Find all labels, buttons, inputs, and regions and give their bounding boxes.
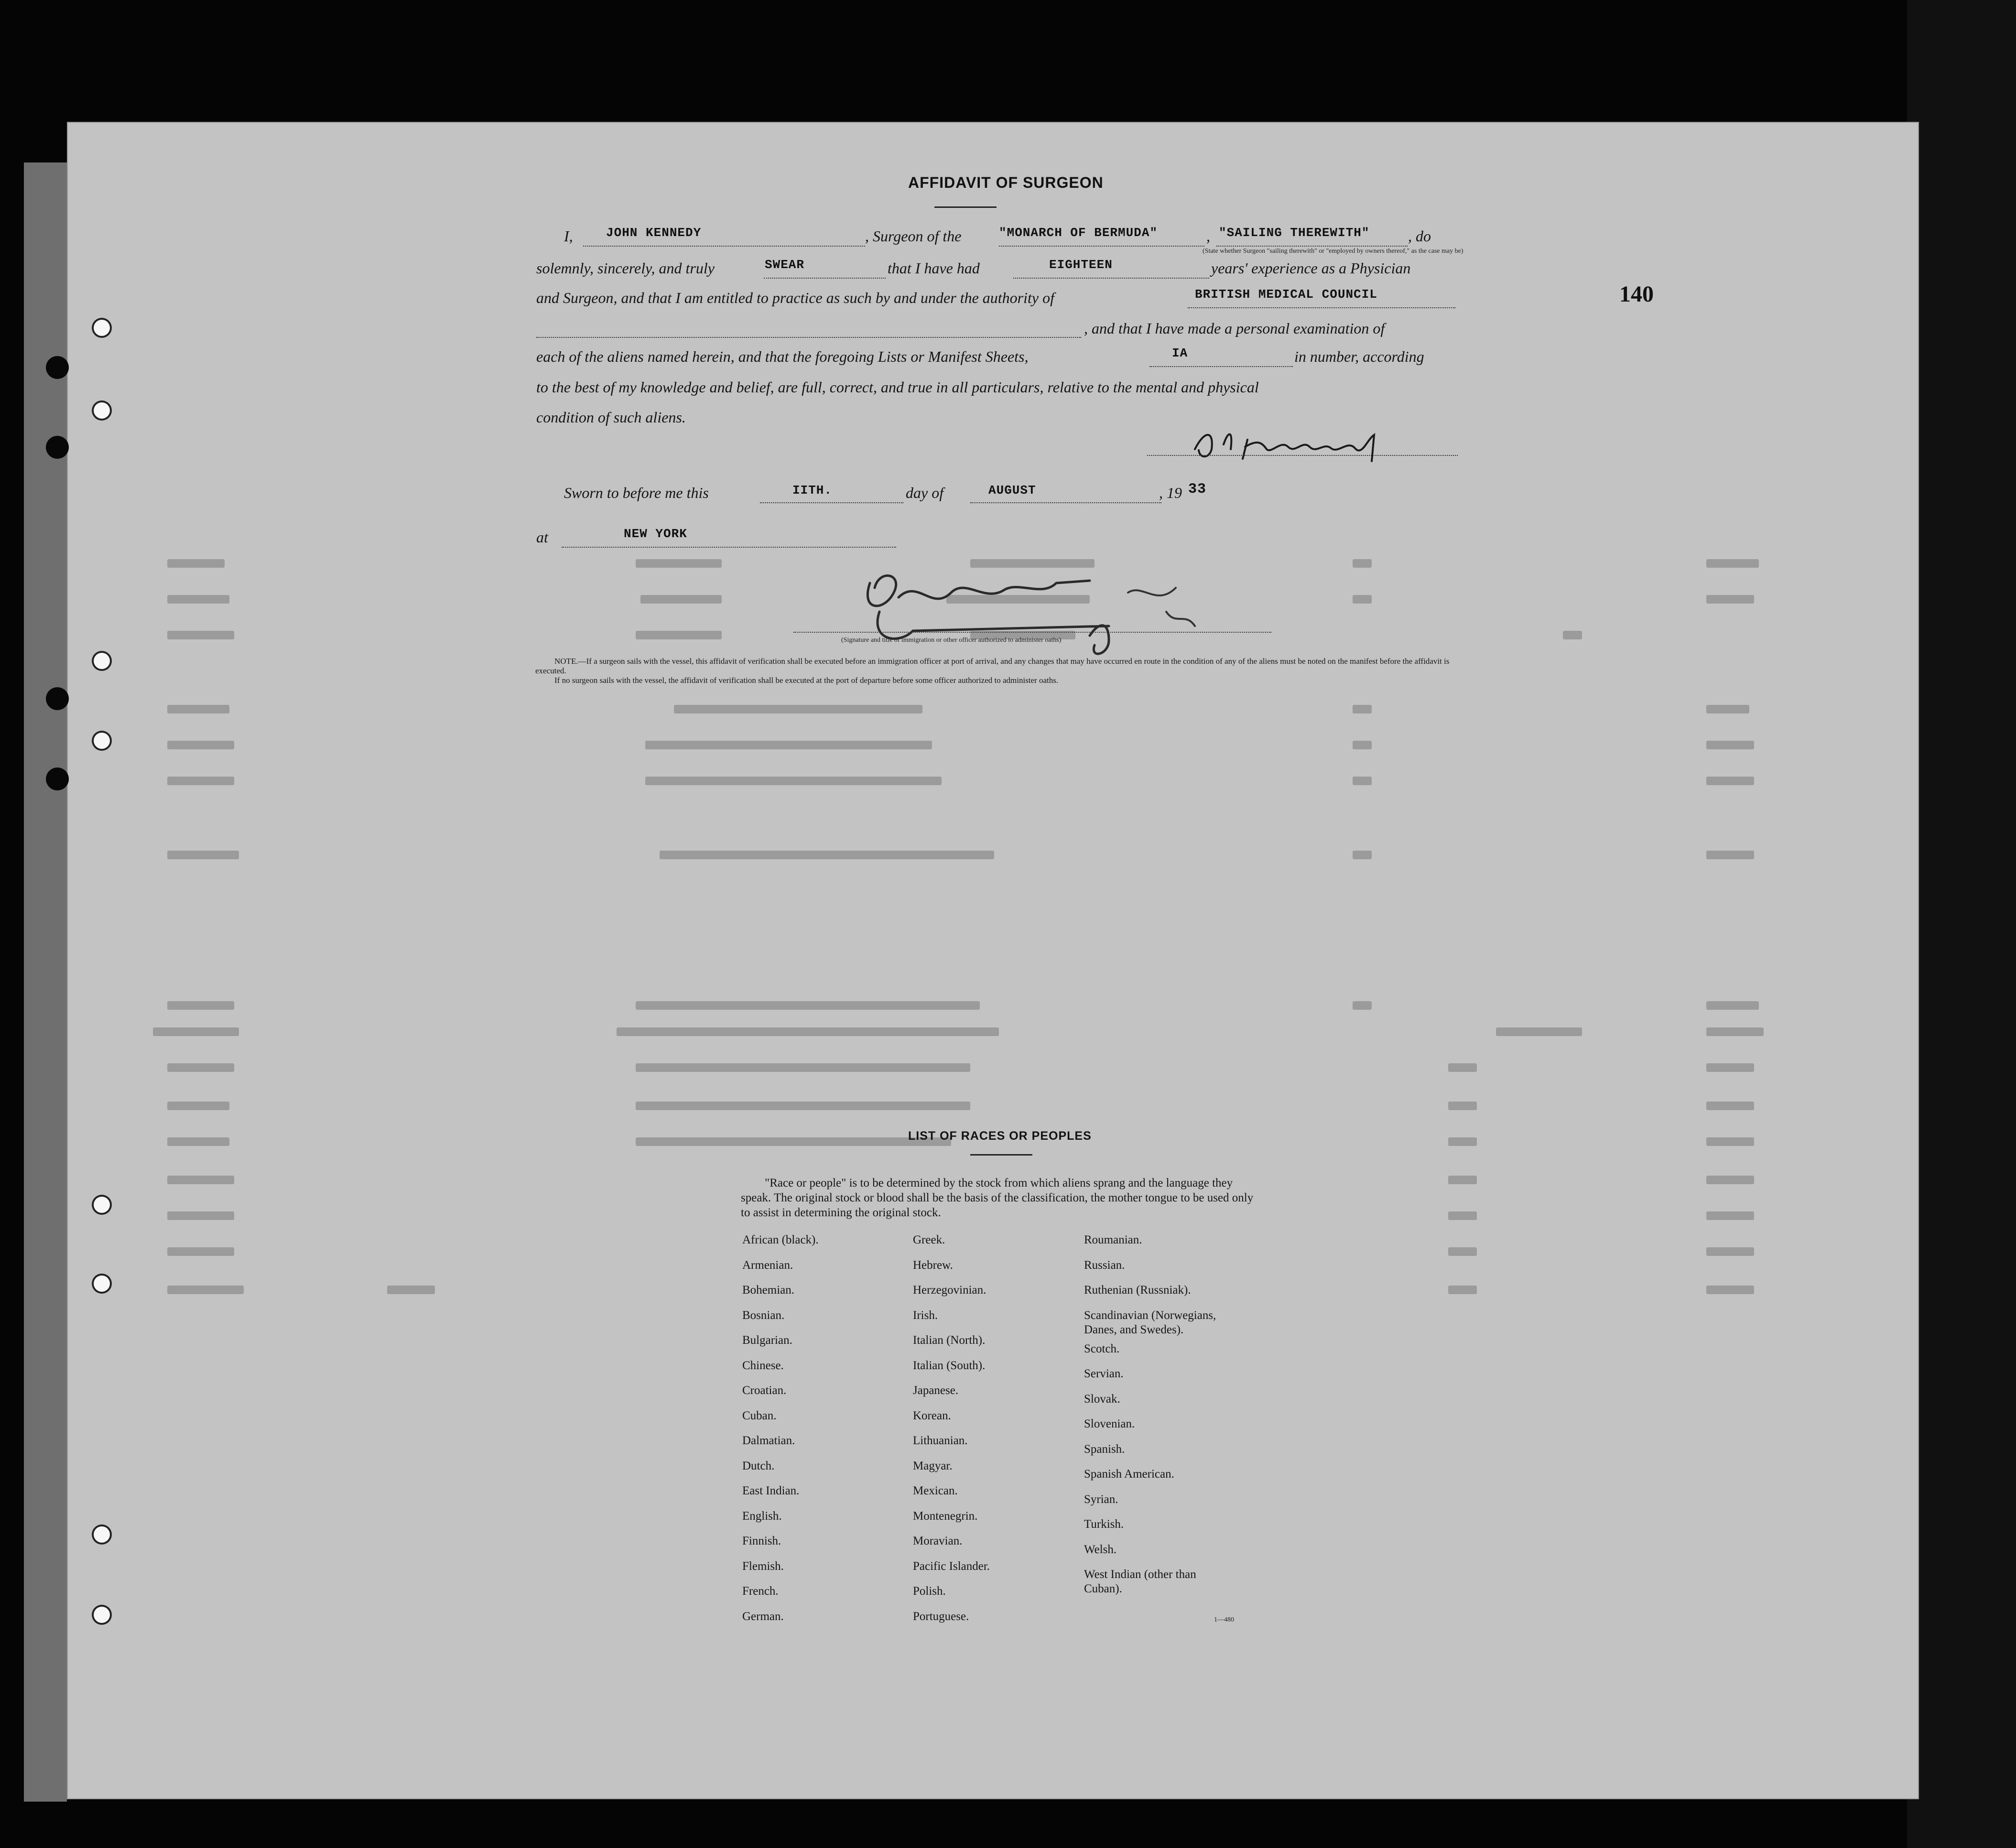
surgeon-signature-line	[1147, 455, 1458, 456]
race-item: Chinese.	[742, 1359, 784, 1372]
bleed-through-row	[158, 777, 1783, 785]
bleed-through-row	[158, 1027, 1783, 1036]
race-item: Spanish.	[1084, 1442, 1125, 1456]
race-item: Welsh.	[1084, 1543, 1117, 1556]
binder-hole	[92, 318, 112, 338]
label-i: I,	[564, 227, 573, 245]
binder-hole-dark	[46, 436, 69, 459]
label-to-the-best: to the best of my knowledge and belief, are full, correct, and true in all particulars, relative to the mental and physical	[536, 378, 1259, 396]
bleed-through-row	[158, 1102, 1783, 1110]
label-condition: condition of such aliens.	[536, 409, 686, 426]
races-title-underline	[970, 1154, 1032, 1156]
title-underline	[934, 206, 997, 208]
race-item: Montenegrin.	[913, 1509, 978, 1523]
race-item: Armenian.	[742, 1258, 793, 1272]
label-sworn: Sworn to before me this	[564, 484, 709, 501]
race-item: Polish.	[913, 1585, 946, 1598]
races-column-3	[1084, 1233, 1216, 1601]
print-mark: 1—480	[1214, 1616, 1234, 1623]
ship-name-value: "MONARCH OF BERMUDA"	[999, 226, 1158, 240]
race-item: Slovak.	[1084, 1392, 1120, 1405]
binder-hole	[92, 1195, 112, 1215]
authority-continuation-field	[536, 318, 1081, 338]
bleed-through-row	[158, 1063, 1783, 1072]
place-value: NEW YORK	[624, 527, 687, 541]
officer-signature-line	[793, 632, 1271, 633]
label-personal-examination: , and that I have made a personal examination of	[1084, 320, 1385, 337]
label-in-number: in number, according	[1294, 348, 1424, 365]
label-comma: ,	[1206, 227, 1210, 245]
label-each-alien: each of the aliens named herein, and that the foregoing Lists or Manifest Sheets,	[536, 348, 1029, 365]
race-item: Bulgarian.	[742, 1334, 792, 1347]
years-value: EIGHTEEN	[1049, 258, 1113, 272]
race-item: African (black).	[742, 1233, 819, 1246]
binder-hole	[92, 651, 112, 671]
races-column-2	[913, 1233, 990, 1634]
race-item: Scandinavian (Norwegians, Danes, and Swedes).	[1084, 1308, 1216, 1336]
label-surgeon-of: , Surgeon of the	[865, 227, 962, 245]
binder-hole	[92, 400, 112, 421]
race-item: Italian (North).	[913, 1334, 986, 1347]
race-item: Korean.	[913, 1409, 951, 1422]
place-field	[562, 528, 896, 548]
label-have-had: that I have had	[888, 259, 980, 277]
race-item: East Indian.	[742, 1484, 800, 1497]
race-item: German.	[742, 1610, 784, 1623]
officer-signature-note: (Signature and title of immigration or other officer authorized to administer oaths)	[841, 637, 1062, 644]
authority-value: BRITISH MEDICAL COUNCIL	[1195, 287, 1377, 302]
race-item: Ruthenian (Russniak).	[1084, 1284, 1191, 1297]
surgeon-name-value: JOHN KENNEDY	[606, 226, 702, 240]
surgeon-status-value: "SAILING THEREWITH"	[1219, 226, 1370, 240]
race-item: Mexican.	[913, 1484, 958, 1497]
bleed-through-row	[158, 741, 1783, 749]
label-and-surgeon: and Surgeon, and that I am entitled to practice as such by and under the authority of	[536, 289, 1054, 306]
race-item: French.	[742, 1585, 779, 1598]
year-value: 33	[1188, 481, 1207, 497]
race-item: Moravian.	[913, 1535, 963, 1547]
affidavit-note	[535, 657, 1482, 685]
race-item: Irish.	[913, 1308, 938, 1322]
bleed-through-row	[158, 1001, 1783, 1010]
races-list-title: LIST OF RACES OR PEOPLES	[908, 1129, 1092, 1143]
races-column-1	[742, 1233, 819, 1634]
bleed-through-row	[158, 705, 1783, 713]
race-item: Bohemian.	[742, 1284, 795, 1297]
races-intro	[741, 1176, 1262, 1220]
page-title: AFFIDAVIT OF SURGEON	[908, 174, 1104, 191]
race-item: Spanish American.	[1084, 1468, 1174, 1481]
binder-hole	[92, 1524, 112, 1545]
race-item: Croatian.	[742, 1384, 787, 1397]
label-do: , do	[1408, 227, 1431, 245]
binder-hole	[92, 1274, 112, 1294]
surgeon-status-note: (State whether Surgeon "sailing therewith" or "employed by owners thereof," as the case may be)	[1203, 248, 1463, 255]
race-item: Magyar.	[913, 1459, 953, 1472]
races-intro-text: "Race or people" is to be determined by the stock from which aliens sprang and the language they speak. The original stock or blood shall be the basis of the classification, the mother tongue to be used only to assist in determining the original stock.	[741, 1177, 1254, 1219]
binder-hole-dark	[46, 687, 69, 710]
day-value: IITH.	[792, 483, 833, 497]
race-item: Greek.	[913, 1233, 945, 1246]
binder-hole	[92, 731, 112, 751]
race-item: Dutch.	[742, 1459, 775, 1472]
bleed-through-row	[158, 851, 1783, 859]
race-item: Lithuanian.	[913, 1434, 968, 1447]
race-item: Slovenian.	[1084, 1417, 1135, 1430]
page-number: 140	[1619, 281, 1654, 307]
race-item: Flemish.	[742, 1559, 784, 1573]
race-item: Syrian.	[1084, 1492, 1118, 1506]
binder-hole-dark	[46, 356, 69, 379]
label-day-of: day of	[906, 484, 944, 501]
race-item: Herzegovinian.	[913, 1284, 986, 1297]
race-item: Turkish.	[1084, 1518, 1124, 1531]
label-years-experience: years' experience as a Physician	[1211, 259, 1411, 277]
label-at: at	[536, 529, 548, 546]
race-item: English.	[742, 1509, 782, 1523]
officer-signature	[841, 554, 1233, 664]
label-year-prefix: , 19	[1159, 484, 1182, 501]
race-item: Finnish.	[742, 1535, 781, 1547]
race-item: Cuban.	[742, 1409, 777, 1422]
label-solemnly: solemnly, sincerely, and truly	[536, 259, 715, 277]
binding-strip	[24, 162, 67, 1802]
note-surgeon-sails: NOTE.—If a surgeon sails with the vessel, this affidavit of verification shall be executed before an immigration officer at port of arrival, and any changes that may have occurred en route in the condition of any of the aliens must be noted on the manifest before the affidavit is executed.	[535, 657, 1450, 675]
race-item: Dalmatian.	[742, 1434, 795, 1447]
sheet-count-field	[1149, 347, 1293, 367]
race-item: Roumanian.	[1084, 1233, 1142, 1246]
month-value: AUGUST	[988, 483, 1036, 497]
surgeon-signature	[1185, 421, 1386, 464]
race-item: West Indian (other than Cuban).	[1084, 1568, 1196, 1595]
race-item: Japanese.	[913, 1384, 959, 1397]
binder-hole	[92, 1605, 112, 1625]
sheet-count-value: IA	[1172, 346, 1188, 360]
binder-hole-dark	[46, 767, 69, 790]
race-item: Scotch.	[1084, 1342, 1120, 1355]
race-item: Portuguese.	[913, 1610, 969, 1623]
race-item: Pacific Islander.	[913, 1559, 990, 1573]
oath-value: SWEAR	[765, 258, 805, 272]
note-no-surgeon: If no surgeon sails with the vessel, the affidavit of verification shall be executed at the port of departure before some officer authorized to administer oaths.	[554, 676, 1059, 685]
race-item: Italian (South).	[913, 1359, 986, 1372]
race-item: Hebrew.	[913, 1258, 953, 1272]
race-item: Russian.	[1084, 1258, 1125, 1272]
race-item: Servian.	[1084, 1367, 1124, 1380]
scan-edge-right	[1907, 0, 2016, 1848]
race-item: Bosnian.	[742, 1308, 785, 1322]
